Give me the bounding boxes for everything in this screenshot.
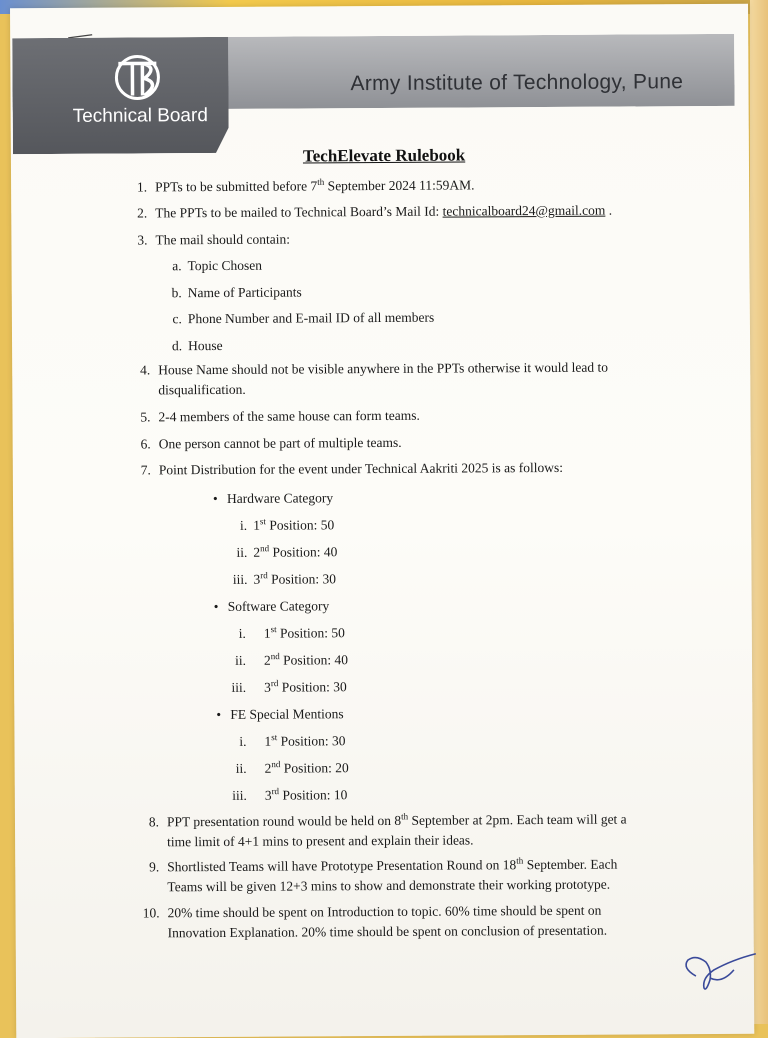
rule-number: 3.: [137, 232, 148, 248]
rule-10-continuation: Innovation Explanation. 20% time should be spent on conclusion of presentation.: [167, 922, 608, 941]
category-fe-special-mentions: • FE Special Mentions: [216, 706, 344, 723]
document-sheet: [10, 4, 754, 1038]
rule-2: 2. The PPTs to be mailed to Technical Board’s Mail Id: technicalboard24@gmail.com .: [127, 203, 612, 222]
rule-number: 7.: [140, 462, 151, 478]
position-item: ii. 2nd Position: 20: [235, 759, 349, 776]
position-item: i. 1st Position: 50: [239, 516, 335, 533]
sub-item-c: c. Phone Number and E-mail ID of all members: [172, 309, 435, 327]
category-hardware: • Hardware Category: [212, 490, 334, 507]
rule-8: 8. PPT presentation round would be held on 8th September at 2pm. Each team will get a: [139, 812, 627, 831]
sub-item-b: b. Name of Participants: [171, 284, 302, 301]
rule-number: 2.: [137, 205, 148, 221]
rule-3: 3. The mail should contain:: [127, 232, 290, 249]
position-item: i. 1st Position: 30: [239, 732, 346, 749]
position-item: ii. 2nd Position: 40: [235, 651, 349, 668]
category-software: • Software Category: [213, 598, 330, 615]
rule-number: 8.: [148, 814, 160, 830]
technical-board-name: Technical Board: [72, 105, 208, 127]
sub-item-d: d. House: [171, 337, 223, 354]
rule-number: 1.: [136, 179, 148, 195]
rule-7: 7. Point Distribution for the event under Technical Aakriti 2025 is as follows:: [131, 460, 563, 479]
rule-number: 9.: [149, 859, 160, 875]
signature-mark: [676, 948, 760, 999]
technical-board-logo-icon: [102, 51, 172, 103]
rule-9: 9. Shortlisted Teams will have Prototype Presentation Round on 18th September. Each: [139, 857, 617, 876]
rule-8-continuation: time limit of 4+1 mins to present and explain their ideas.: [167, 832, 474, 850]
position-item: i. 1st Position: 50: [238, 624, 345, 641]
rule-4-continuation: disqualification.: [158, 381, 246, 398]
email-link[interactable]: technicalboard24@gmail.com: [442, 202, 606, 219]
rule-6: 6. One person cannot be part of multiple teams.: [131, 435, 402, 453]
rule-number: 6.: [140, 436, 151, 452]
position-item: ii. 2nd Position: 40: [236, 543, 338, 560]
position-item: iii. 3rd Position: 10: [232, 786, 348, 803]
institute-name: Army Institute of Technology, Pune: [350, 70, 684, 96]
position-item: iii. 3rd Position: 30: [231, 678, 347, 695]
rule-5: 5. 2-4 members of the same house can form teams.: [130, 408, 419, 426]
page-title: TechElevate Rulebook: [302, 145, 466, 166]
rule-4: 4. House Name should not be visible anywhere in the PPTs otherwise it would lead to: [130, 360, 608, 379]
rule-number: 5.: [140, 409, 151, 425]
rule-1: 1. PPTs to be submitted before 7th September 2024 11:59AM.: [127, 177, 475, 195]
rule-9-continuation: Teams will be given 12+3 mins to show and demonstrate their working prototype.: [167, 876, 611, 895]
rule-number: 10.: [142, 905, 160, 921]
rule-number: 4.: [140, 362, 151, 378]
position-item: iii. 3rd Position: 30: [232, 570, 337, 587]
sub-item-a: a. Topic Chosen: [172, 257, 263, 274]
rule-10: 10. 20% time should be spent on Introduction to topic. 60% time should be spent on: [139, 903, 601, 922]
